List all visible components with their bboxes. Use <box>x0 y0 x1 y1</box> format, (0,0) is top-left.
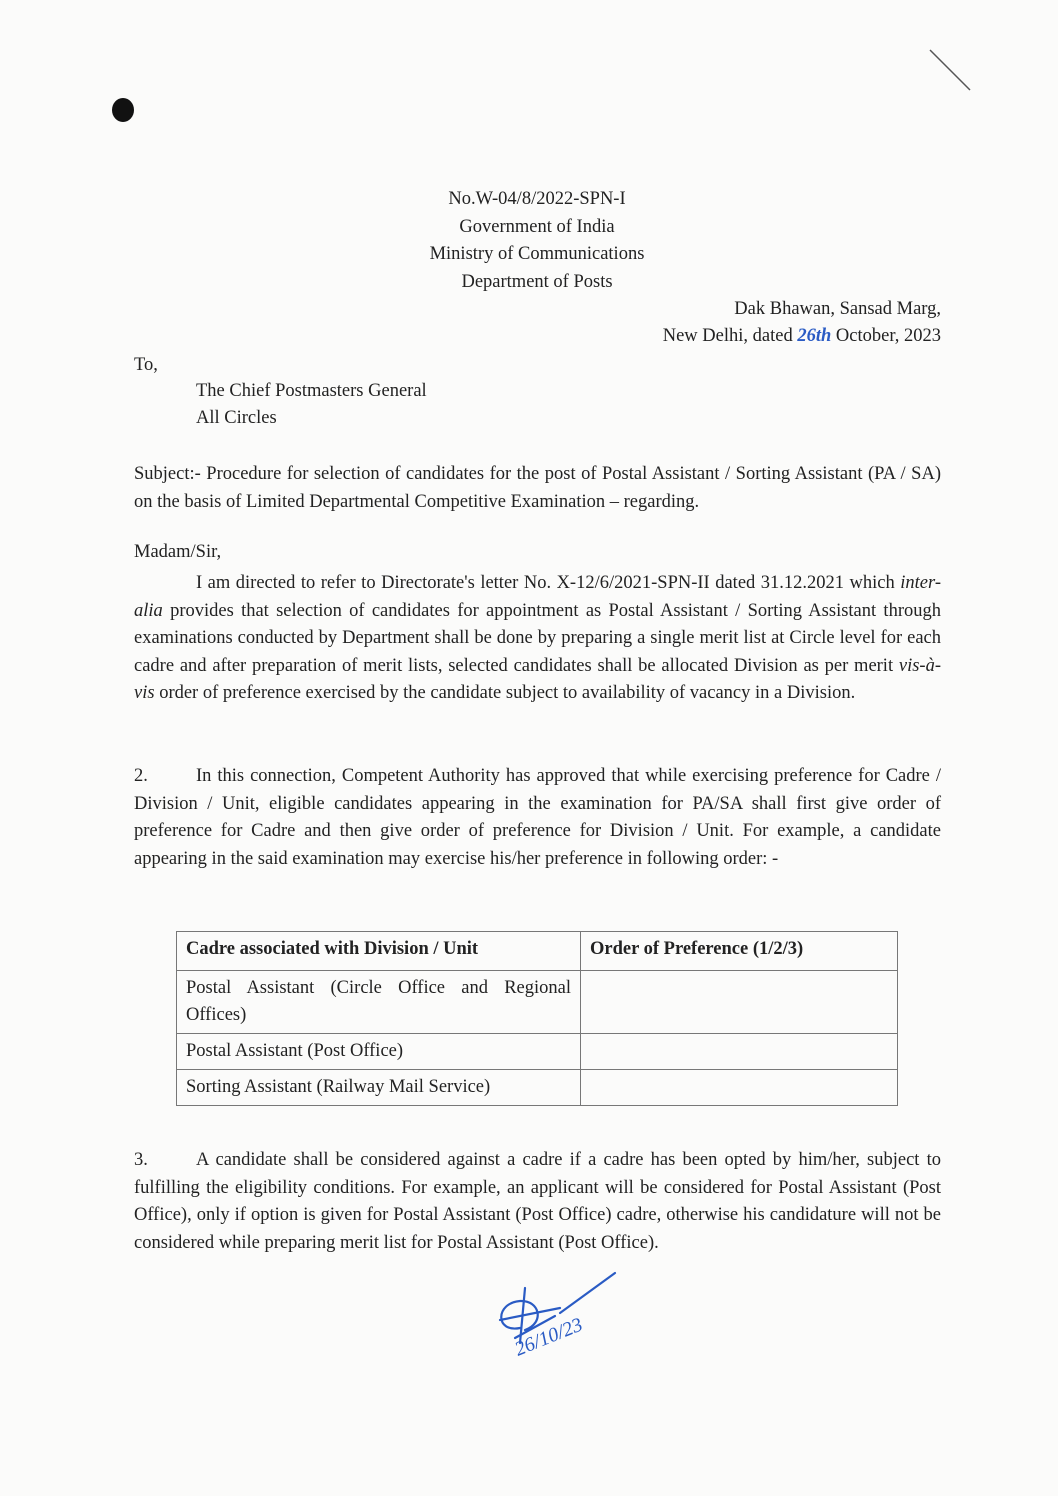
column-header-cadre: Cadre associated with Division / Unit <box>177 932 581 971</box>
preference-table <box>176 931 898 1106</box>
cadre-cell: Sorting Assistant (Railway Mail Service) <box>177 1070 581 1106</box>
handwritten-date: 26th <box>797 326 832 346</box>
department: Department of Posts <box>461 271 613 292</box>
table-row <box>177 1034 898 1070</box>
addressee-line1: The Chief Postmasters General <box>196 381 427 401</box>
government: Government of India <box>459 216 615 237</box>
para1-text-c: order of preference exercised by the candidate subject to availability of vacancy in a Division. <box>154 683 856 704</box>
punch-hole-mark <box>112 98 134 122</box>
signature-date: 26/10/23 <box>511 1313 586 1361</box>
date-suffix: October, 2023 <box>835 326 941 346</box>
para2-text: In this connection, Competent Authority has approved that while exercising preference for Cadre / Division / Unit, eligible candidates appearing in the examination for PA/SA shall first give order of preference for Cadre and then give order of preference for Division / Unit. For example, a candidate appearing in the said examination may exercise his/her preference in following order: - <box>134 766 941 869</box>
date-prefix: New Delhi, dated <box>662 326 793 346</box>
address: Dak Bhawan, Sansad Marg, <box>734 299 941 319</box>
para1-text-a: I am directed to refer to Directorate's letter No. X-12/6/2021-SPN-II dated 31.12.2021 which <box>196 573 901 593</box>
pen-stroke-mark <box>925 45 975 95</box>
to-label: To, <box>134 355 158 375</box>
paragraph-1 <box>134 570 941 708</box>
para3-text: A candidate shall be considered against a cadre if a cadre has been opted by him/her, subject to fulfilling the eligibility conditions. For example, an applicant will be considered for Postal Assistant (Post Office), only if option is given for Postal Assistant (Post Office) cadre, otherwise his candidature will not be considered while preparing merit list for Postal Assistant (Post Office). <box>134 1150 941 1253</box>
column-header-preference: Order of Preference (1/2/3) <box>581 932 898 971</box>
para1-emphasis-1: inter-alia <box>134 573 941 621</box>
para2-number: 2. <box>134 766 148 786</box>
cadre-cell: Postal Assistant (Circle Office and Regional Offices) <box>177 971 581 1034</box>
preference-cell <box>581 971 898 1034</box>
para1-text-b: provides that selection of candidates for appointment as Postal Assistant / Sorting Assistant through examinations conducted by Department shall be done by preparing a single merit list at Circle level for each cadre and after preparation of merit lists, selected candidates shall be allocated Division as per merit <box>134 600 941 676</box>
preference-cell <box>581 1070 898 1106</box>
table-row <box>177 1070 898 1106</box>
preference-cell <box>581 1034 898 1070</box>
addressee-line2: All Circles <box>196 408 277 428</box>
salutation: Madam/Sir, <box>134 542 222 562</box>
para1-emphasis-2: vis-à-vis <box>134 655 941 704</box>
table-header-row <box>177 932 898 971</box>
address-block <box>663 296 941 350</box>
handwritten-signature <box>490 1268 620 1363</box>
letter-header <box>337 186 737 296</box>
table-row <box>177 971 898 1034</box>
subject: Subject:- Procedure for selection of candidates for the post of Postal Assistant / Sorting Assistant (PA / SA) on the basis of Limited Departmental Competitive Examination – regarding. <box>134 464 941 512</box>
paragraph-3 <box>134 1147 941 1257</box>
ministry: Ministry of Communications <box>429 244 645 264</box>
addressee <box>196 378 427 432</box>
paragraph-2 <box>134 763 941 873</box>
file-number: No.W-04/8/2022-SPN-I <box>448 189 626 209</box>
para3-number: 3. <box>134 1150 148 1170</box>
date-line <box>663 323 941 350</box>
cadre-cell: Postal Assistant (Post Office) <box>177 1034 581 1070</box>
